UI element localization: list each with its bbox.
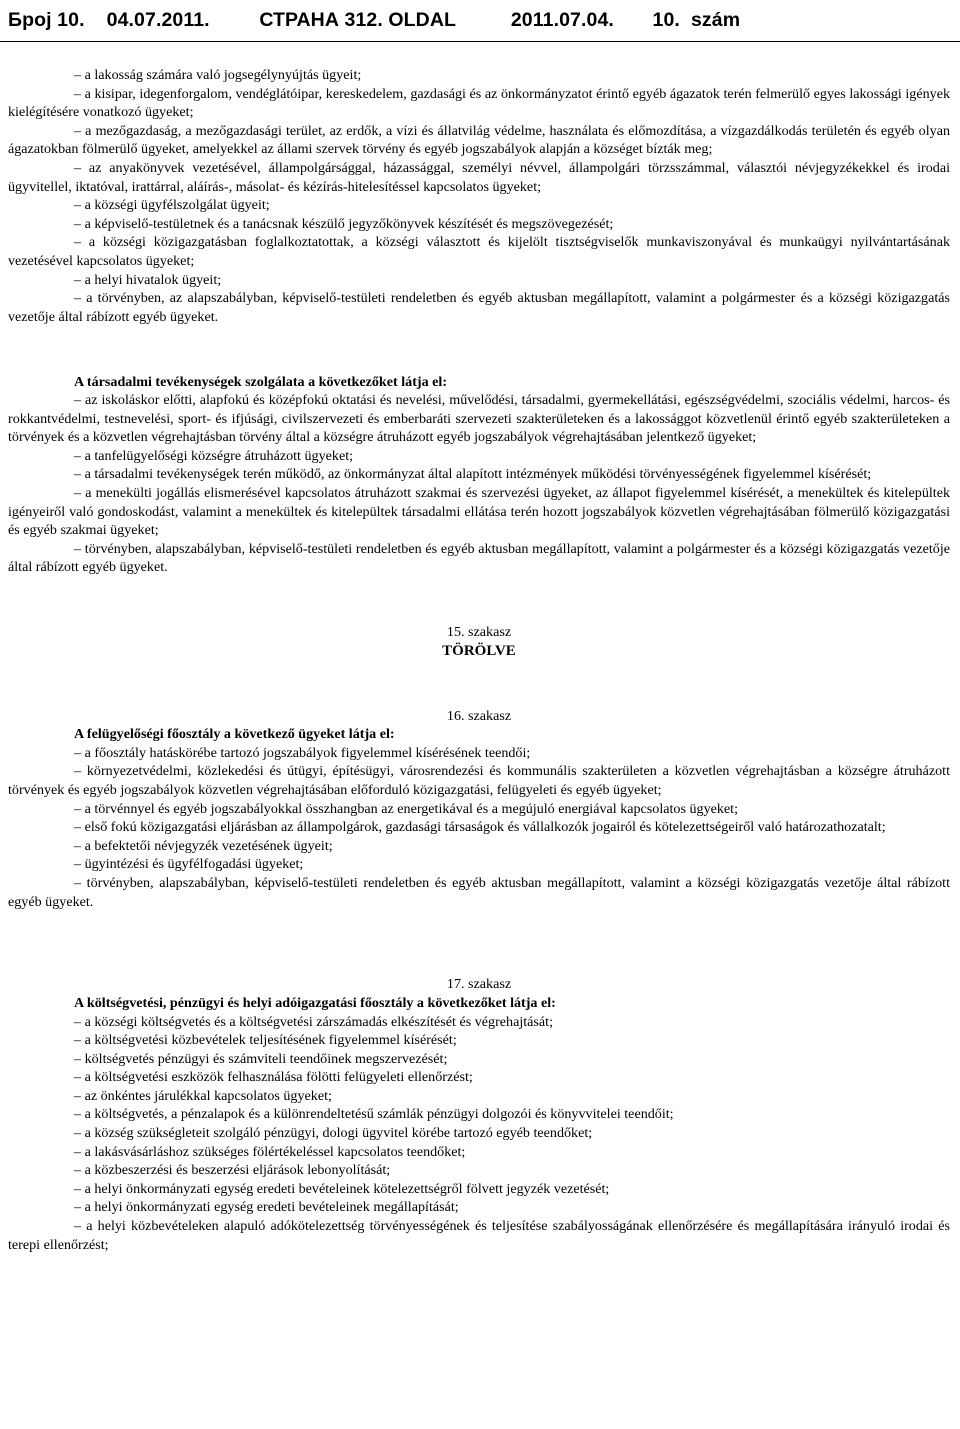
list-item: – a lakosság számára való jogsegélynyújtás ügyeit; [74, 67, 362, 83]
page-header: Број 10. 04.07.2011. СТРАНА 312. OLDAL 2011.07.04. 10. szám [0, 0, 960, 42]
list-item: – törvényben, alapszabályban, képviselő-testületi rendeletben és egyéb aktusban megállapított, valamint a polgármester és a községi közigazgatás vezetője által rábízott egyéb ügyeket. [8, 540, 950, 576]
list-item: – a főosztály hatáskörébe tartozó jogszabályok figyelemmel kísérésének teendői; [74, 744, 531, 761]
list-item: – ügyintézési és ügyfélfogadási ügyeket; [74, 856, 304, 873]
spacer [8, 340, 950, 358]
spacer [8, 925, 950, 961]
list-item: – a helyi önkormányzati egység eredeti bevételeinek kötelezettségről fölvett jegyzék vezetését; [74, 1180, 610, 1197]
list-item: – a község szükségleteit szolgáló pénzügyi, dologi ügyvitel körébe tartozó egyéb teendőket; [74, 1125, 593, 1142]
section-heading: A költségvetési, pénzügyi és helyi adóigazgatási főosztály a következőket látja el: [74, 994, 556, 1011]
list-item: – költségvetés pénzügyi és számviteli teendőinek megszervezését; [74, 1050, 448, 1067]
list-item: – a helyi közbevételeken alapuló adókötelezettség törvényességének és teljesítése szabályosságának ellenőrzésére és megállapítására irányuló irodai és terepi ellenőrzést; [8, 1218, 950, 1253]
section-status: TÖRÖLVE [442, 642, 516, 659]
list-item: – a menekülti jogállás elismerésével kapcsolatos átruházott szakmai és szervezési ügyeket, az állapot figyelemmel kísérését, a menekültek és kitelepültek igényeiről való gondoskodást, valamint a menekültek és kitelepültek társadalmi ellátása terén hozott jogszabályok közvetlen végrehajtásában fölmerülő közigazgatási és egyéb szakmai ügyeket; [8, 485, 950, 539]
list-item: – környezetvédelmi, közlekedési és útügyi, építésügyi, városrendezési és kommunális szakterületen a közvetlen végrehajtásban a községre átruházott törvények és egyéb jogszabályok közvetlen végrehajtásában előforduló közigazgatási, felügyeleti és egyéb ügyeket; [8, 763, 950, 798]
list-item: – a törvénnyel és egyéb jogszabályokkal összhangban az energetikával és a megújuló energiával kapcsolatos ügyeket; [74, 800, 739, 817]
list-item: – a községi ügyfélszolgálat ügyeit; [74, 197, 270, 214]
list-item: – az anyakönyvek vezetésével, állampolgársággal, házassággal, személyi névvel, állampolgári törzsszámmal, választói névjegyzékekkel és irodai ügyvitellel, iktatóval, irattárral, aláírás-, másolat- és kézírás-hitelesítéssel kapcsolatos ügyeket; [8, 159, 950, 195]
section-heading: A felügyelőségi főosztály a következő ügyeket látja el: [74, 726, 395, 743]
list-item: – első fokú közigazgatási eljárásban az állampolgárok, gazdasági társaságok és vállalkozók jogairól és kötelezettségeiről való határozathozatalt; [74, 819, 886, 836]
spacer [8, 591, 950, 609]
list-item: – a tanfelügyelőségi községre átruházott ügyeket; [74, 447, 354, 464]
list-item: – a költségvetési közbevételek teljesítésének figyelemmel kísérését; [74, 1032, 457, 1049]
section-number: 15. szakasz [446, 624, 512, 641]
list-item: – a mezőgazdaság, a mezőgazdasági terület, az erdők, a vízi és állatvilág védelme, használata és előmozdítása, a vízgazdálkodás területén és egyéb olyan ágazatokban fölmerülő ügyeket, amelyekkel az állami szervek törvény és egyéb jogszabályok alapján a községet bízták meg; [8, 122, 950, 158]
list-item: – törvényben, alapszabályban, képviselő-testületi rendeletben és egyéb aktusban megállapított, valamint a községi közigazgatás vezetője által rábízott egyéb ügyeket. [8, 874, 950, 910]
list-item: – a költségvetési eszközök felhasználása fölötti felügyeleti ellenőrzést; [74, 1069, 473, 1086]
list-item: – a helyi önkormányzati egység eredeti bevételeinek megállapítását; [74, 1199, 459, 1216]
section-number: 17. szakasz [446, 976, 512, 993]
spacer [8, 675, 950, 693]
document-body [8, 66, 950, 1254]
list-item: – a helyi hivatalok ügyeit; [74, 271, 222, 288]
list-item: – a társadalmi tevékenységek terén működő, az önkormányzat által alapított intézmények működési törvényességének figyelemmel kísérését; [74, 466, 872, 483]
list-item: – a befektetői névjegyzék vezetésének ügyeit; [74, 837, 333, 854]
list-item: – az önkéntes járulékkal kapcsolatos ügyeket; [74, 1087, 332, 1104]
list-item: – a községi költségvetés és a költségvetési zárszámadás elkészítését és végrehajtását; [74, 1013, 554, 1030]
section-number: 16. szakasz [446, 707, 512, 724]
list-item: – a képviselő-testületnek és a tanácsnak készülő jegyzőkönyvek készítését és megszövegezését; [74, 215, 614, 232]
list-item: – a községi közigazgatásban foglalkoztatottak, a községi választott és kijelölt tisztségviselők munkaviszonyával és munkaügyi nyilvántartásának vezetésével kapcsolatos ügyeket; [8, 234, 950, 269]
list-item: – az iskoláskor előtti, alapfokú és középfokú oktatási és nevelési, művelődési, társadalmi, gyermekellátási, egészségvédelmi, szociális védelmi, harcos- és rokkantvédelmi, testnevelési, sport- és ifjúsági, civilszervezeti és emberbaráti szervezeti szakterületeken és a lakossággot közvetlenül érintő egyéb szakterületeken a törvények és a közvetlen végrehajtásban törvény által a községre átruházott egyéb jogszabályok végrehajtásában jelentkező ügyeket; [8, 392, 950, 446]
list-item: – a törvényben, az alapszabályban, képviselő-testületi rendeletben és egyéb aktusban megállapított, valamint a polgármester és a községi közigazgatás vezetője által rábízott egyéb ügyeket. [8, 290, 950, 325]
list-item: – a költségvetés, a pénzalapok és a különrendeltetésű számlák pénzügyi dolgozói és könyvvitelei teendőit; [74, 1106, 674, 1123]
list-item: – a közbeszerzési és beszerzési eljárások lebonyolítását; [74, 1162, 391, 1179]
list-item: – a kisipar, idegenforgalom, vendéglátóipar, kereskedelem, gazdasági és az önkormányzatot érintő egyéb ágazatok terén felmerülő egyes lakossági igények kielégítésére vonatkozó ügyeket; [8, 85, 950, 121]
list-item: – a lakásvásárláshoz szükséges fölértékeléssel kapcsolatos teendőket; [74, 1143, 466, 1160]
section-heading: A társadalmi tevékenységek szolgálata a következőket látja el: [74, 373, 448, 390]
